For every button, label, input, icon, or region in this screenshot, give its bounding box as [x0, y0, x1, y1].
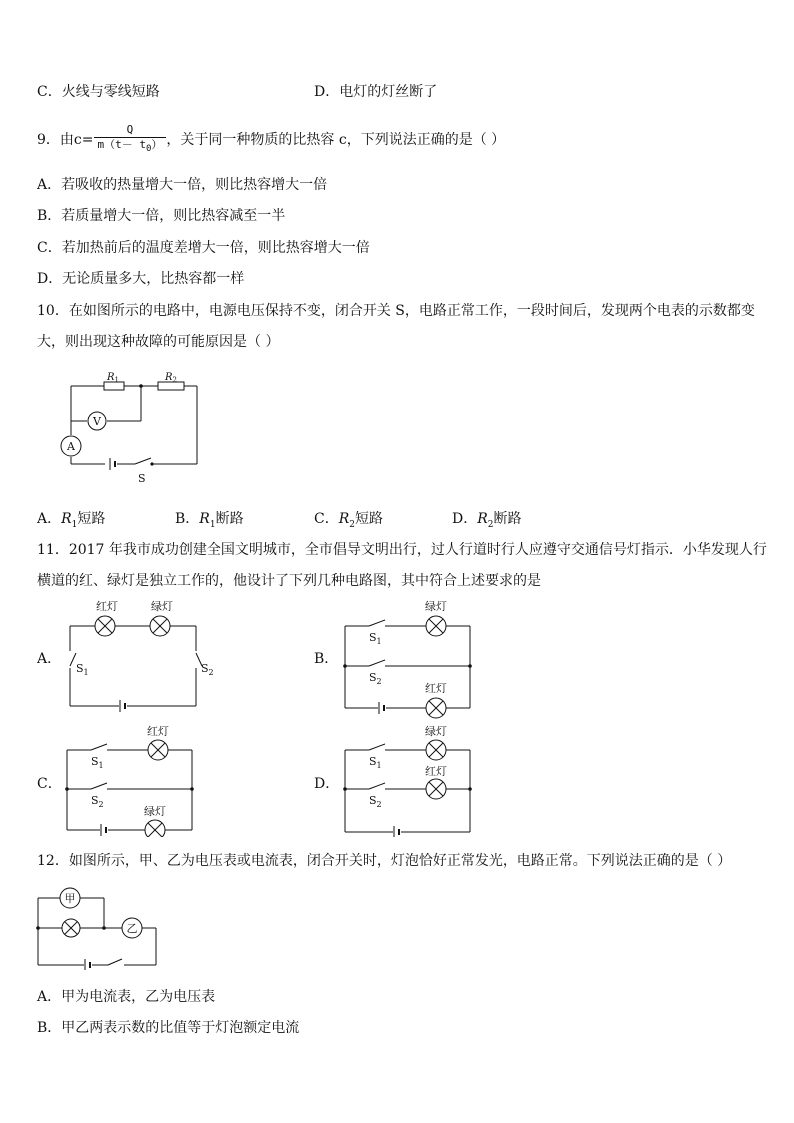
lamp-green-icon — [150, 616, 170, 636]
lamp-green-icon — [426, 740, 446, 760]
q12-stem: 12．如图所示，甲、乙为电压表或电流表，闭合开关时，灯泡恰好正常发光，电路正常。下列说法正确的是（ ） — [37, 853, 732, 869]
q9-option-d: D．无论质量多大，比热容都一样 — [37, 271, 245, 287]
q10-opt-d-label: D． — [452, 511, 478, 527]
q9-den-sub: 0 — [146, 144, 152, 155]
q10-opt-a-label: A． — [37, 511, 62, 527]
q10-opt-c-var: R — [338, 511, 350, 527]
label-green-lamp: 绿灯 — [151, 600, 173, 613]
q10-opt-a-sub: 1 — [71, 519, 78, 530]
label-red-lamp: 红灯 — [96, 600, 118, 613]
q9-option-b: B．若质量增大一倍，则比热容减至一半 — [37, 208, 286, 224]
q10-opt-d-text: 断路 — [493, 511, 522, 527]
q11-label-c: C． — [37, 776, 62, 792]
q10-opt-c-sub: 2 — [349, 519, 355, 530]
q9-den-text: m（t－ t — [97, 138, 146, 152]
lamp-red-icon — [426, 779, 446, 799]
label-r1: $R_1$ — [107, 372, 119, 384]
lamp-red-icon — [148, 740, 168, 760]
q10-option-b — [175, 510, 244, 534]
lamp-green-icon — [426, 616, 446, 636]
q10-opt-c-label: C． — [314, 511, 339, 527]
label-s1: $S_1$ — [369, 631, 382, 646]
label-green-lamp: 绿灯 — [425, 725, 447, 738]
q9-option-c: C．若加热前后的温度差增大一倍，则比热容增大一倍 — [37, 240, 370, 256]
q10-opt-b-label: B． — [175, 511, 200, 527]
q10-option-d — [452, 510, 522, 534]
q10-opt-b-sub: 1 — [209, 519, 216, 530]
label-s1: $S_1$ — [76, 662, 89, 677]
label-red-lamp: 红灯 — [425, 682, 447, 695]
q12-option-a: A．甲为电流表，乙为电压表 — [37, 989, 216, 1005]
q10-opt-a-text: 短路 — [77, 511, 106, 527]
q10-option-a — [37, 510, 105, 534]
q10-stem-line2: 大，则出现这种故障的可能原因是（ ） — [37, 334, 280, 350]
q9-den-close: ） — [151, 138, 163, 152]
label-s2: $S_2$ — [91, 794, 104, 809]
q11-circuit-b — [336, 596, 481, 721]
label-s2: $S_2$ — [369, 794, 382, 809]
q11-circuit-a — [60, 596, 230, 716]
lamp-green-icon — [145, 820, 165, 837]
q9-fraction — [94, 123, 167, 156]
label-v: V — [93, 415, 101, 428]
q12-circuit-diagram — [36, 880, 166, 970]
label-green-lamp: 绿灯 — [425, 600, 447, 613]
q9-suffix: ，关于同一种物质的比热容 c，下列说法正确的是（ ） — [166, 132, 506, 148]
q8-option-d: D．电灯的灯丝断了 — [314, 84, 438, 100]
q11-label-b: B． — [314, 651, 339, 667]
label-red-lamp: 红灯 — [147, 725, 169, 738]
q9-option-a: A．若吸收的热量增大一倍，则比热容增大一倍 — [37, 177, 328, 193]
q9-numerator: Q — [94, 123, 167, 138]
q10-stem-line1: 10．在如图所示的电路中，电源电压保持不变，闭合开关 S，电路正常工作，一段时间后，发现两个电表的示数都变 — [37, 303, 755, 319]
q12-option-b: B．甲乙两表示数的比值等于灯泡额定电流 — [37, 1020, 300, 1036]
label-a: A — [67, 440, 75, 453]
resistor-r2-symbol — [158, 382, 184, 390]
label-r2: $R_2$ — [165, 372, 177, 384]
switch-s-symbol — [135, 458, 151, 464]
q11-label-a: A． — [37, 651, 62, 667]
label-s1: $S_1$ — [369, 755, 382, 770]
q9-c-eq: c= — [73, 132, 94, 148]
q10-option-c — [314, 510, 383, 534]
q10-opt-b-var: R — [199, 511, 210, 527]
q11-circuit-d — [336, 722, 481, 837]
junction-dot — [139, 384, 143, 388]
q11-stem-line1: 11．2017 年我市成功创建全国文明城市，全市倡导文明出行，过人行道时行人应遵守交通信号灯指示．小华发现人行 — [37, 542, 767, 558]
lamp-red-icon — [95, 616, 115, 636]
q10-opt-a-var: R — [61, 511, 72, 527]
label-red-lamp: 红灯 — [425, 765, 447, 778]
label-s: S — [138, 472, 146, 485]
lamp-red-icon — [426, 698, 446, 718]
q10-opt-d-sub: 2 — [487, 519, 494, 530]
lamp-icon — [62, 919, 80, 937]
q10-opt-d-var: R — [477, 511, 488, 527]
q10-opt-b-text: 断路 — [215, 511, 244, 527]
label-yi: 乙 — [126, 922, 138, 935]
q10-circuit-diagram — [55, 365, 205, 485]
q11-label-d: D． — [314, 776, 340, 792]
q9-stem — [37, 121, 505, 159]
label-s2: $S_2$ — [201, 662, 214, 677]
q8-option-c: C．火线与零线短路 — [37, 84, 160, 100]
label-green-lamp: 绿灯 — [144, 805, 166, 818]
q9-prefix: 9．由 — [37, 132, 74, 148]
q11-circuit-c — [58, 722, 203, 837]
label-jia: 甲 — [64, 892, 76, 905]
q11-stem-line2: 横道的红、绿灯是独立工作的，他设计了下列几种电路图，其中符合上述要求的是 — [37, 573, 541, 589]
q10-opt-c-text: 短路 — [355, 511, 383, 527]
label-s1: $S_1$ — [91, 755, 104, 770]
q9-denominator — [94, 138, 167, 156]
label-s2: $S_2$ — [369, 671, 382, 686]
